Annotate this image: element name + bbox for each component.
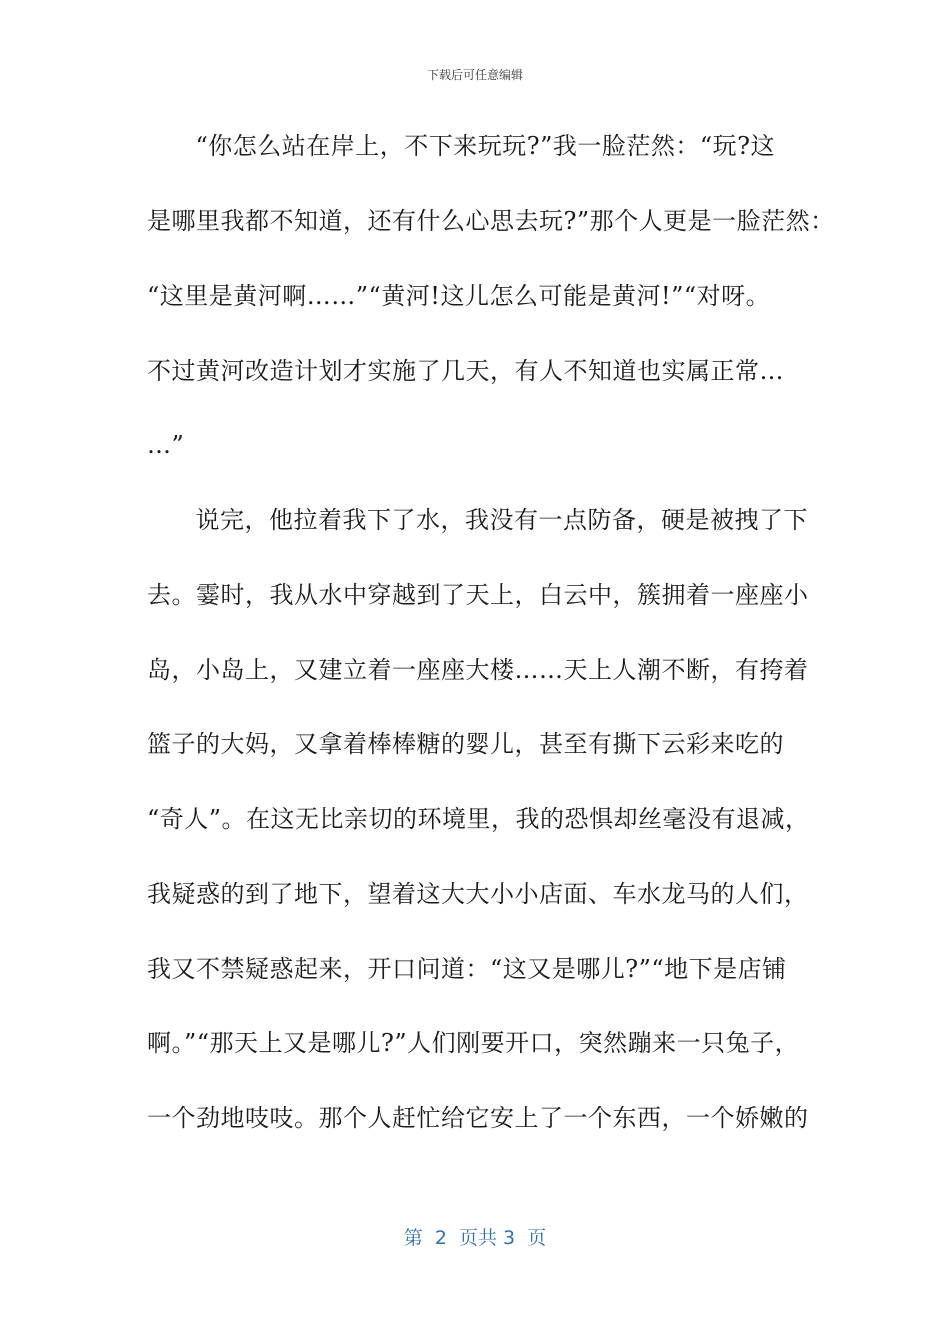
text-line: 一个劲地吱吱。那个人赶忙给它安上了一个东西，一个娇嫩的 [147,1104,809,1132]
text-line: 我疑惑的到了地下，望着这大大小小店面、车水龙马的人们， [147,880,809,908]
text-line: 去。霎时，我从水中穿越到了天上，白云中，簇拥着一座座小 [147,581,809,609]
text-line: …” [147,431,185,459]
text-line: 岛，小岛上，又建立着一座座大楼……天上人潮不断，有挎着 [147,656,809,684]
text-line: 啊。”“那天上又是哪儿?”人们刚要开口，突然蹦来一只兔子， [147,1029,800,1057]
text-line: 不过黄河改造计划才实施了几天，有人不知道也实属正常… [147,357,784,385]
text-line: “你怎么站在岸上，不下来玩玩?”我一脸茫然：“玩?这 [171,132,776,160]
text-line: 是哪里我都不知道，还有什么心思去玩?”那个人更是一脸茫然： [147,207,835,235]
text-line: “这里是黄河啊……”“黄河!这儿怎么可能是黄河!”“对呀。 [147,282,771,310]
text-line: 我又不禁疑惑起来，开口问道：“这又是哪儿?”“地下是店铺 [147,955,787,983]
text-line: “奇人”。在这无比亲切的环境里，我的恐惧却丝毫没有退减， [147,805,810,833]
text-line: 篮子的大妈，又拿着棒棒糖的婴儿，甚至有撕下云彩来吃的 [147,730,784,758]
page-header: 下载后可任意编辑 [426,68,523,82]
text-line: 说完，他拉着我下了水，我没有一点防备，硬是被拽了下 [171,506,808,534]
page-number-footer: 第 2 页共 3 页 [403,1227,547,1249]
